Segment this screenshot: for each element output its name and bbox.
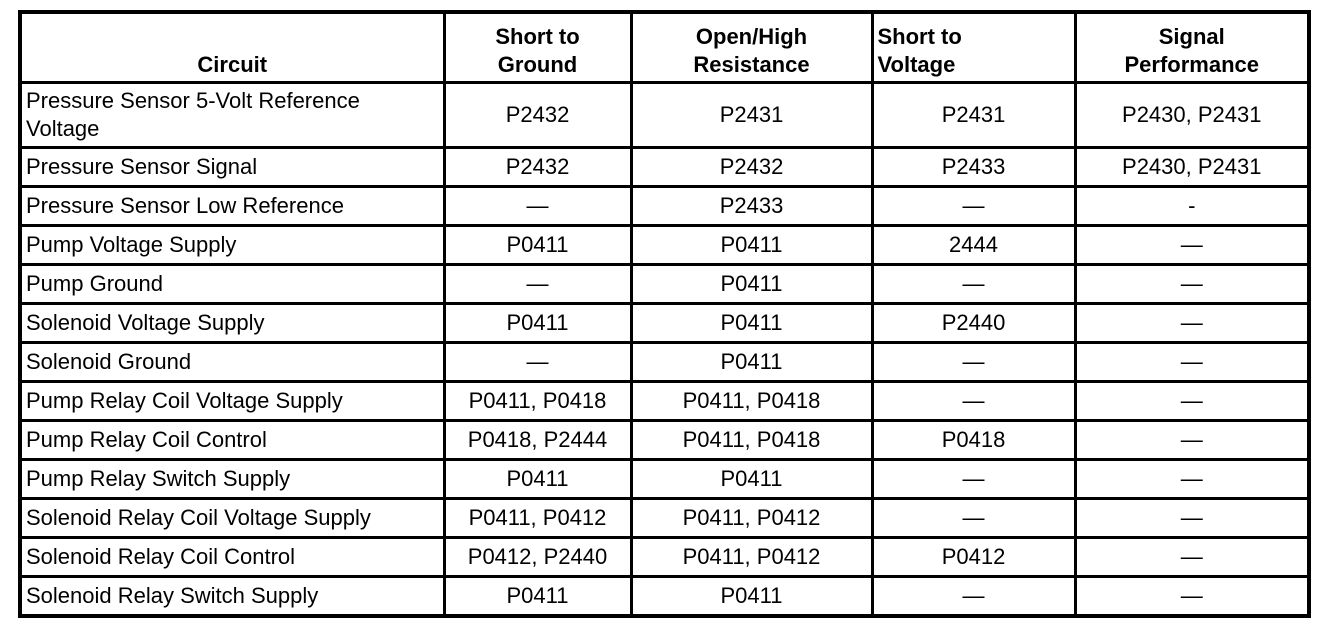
cell-signal-performance: — (1075, 265, 1309, 304)
cell-short-to-voltage: — (872, 265, 1075, 304)
cell-short-to-voltage: — (872, 577, 1075, 617)
cell-circuit (20, 226, 444, 265)
circuit-line: Pump Relay Coil Control (26, 427, 267, 452)
cell-short-to-ground: P2432 (444, 148, 631, 187)
cell-short-to-voltage: P0412 (872, 538, 1075, 577)
table-row (20, 382, 1309, 421)
cell-circuit (20, 460, 444, 499)
table-header (20, 12, 1309, 83)
cell-signal-performance: — (1075, 304, 1309, 343)
header-line: Open/High (695, 24, 808, 49)
cell-open-high-resistance: P0411 (631, 577, 872, 617)
cell-signal-performance: — (1075, 460, 1309, 499)
cell-signal-performance: P2430, P2431 (1075, 148, 1309, 187)
cell-short-to-ground: P0411, P0412 (444, 499, 631, 538)
cell-short-to-ground: P0411 (444, 304, 631, 343)
header-line: Signal (1158, 24, 1225, 49)
circuit-line: Pump Relay Coil Voltage Supply (26, 388, 343, 413)
circuit-line: Solenoid Voltage Supply (26, 310, 265, 335)
cell-short-to-voltage: P2440 (872, 304, 1075, 343)
circuit-line: Pump Voltage Supply (26, 232, 237, 257)
table-row (20, 226, 1309, 265)
cell-short-to-voltage: — (872, 499, 1075, 538)
circuit-line: Pump Ground (26, 271, 163, 296)
cell-signal-performance: — (1075, 343, 1309, 382)
circuit-line: Pressure Sensor Low Reference (26, 193, 344, 218)
cell-short-to-ground: P0418, P2444 (444, 421, 631, 460)
cell-circuit (20, 577, 444, 617)
cell-circuit (20, 148, 444, 187)
cell-open-high-resistance: P0411, P0418 (631, 421, 872, 460)
circuit-line: Pump Relay Switch Supply (26, 466, 291, 491)
cell-open-high-resistance: P0411 (631, 226, 872, 265)
table-row (20, 187, 1309, 226)
table-row (20, 421, 1309, 460)
cell-short-to-ground: P0411 (444, 577, 631, 617)
table-row (20, 577, 1309, 617)
cell-short-to-ground: P2432 (444, 83, 631, 148)
header-line: Voltage (877, 52, 956, 77)
circuit-line: Solenoid Relay Coil Voltage Supply (26, 505, 371, 530)
cell-short-to-voltage: — (872, 187, 1075, 226)
header-line: Short to (877, 24, 962, 49)
table-row (20, 148, 1309, 187)
cell-short-to-ground: P0411, P0418 (444, 382, 631, 421)
cell-short-to-voltage: P0418 (872, 421, 1075, 460)
cell-short-to-voltage: — (872, 343, 1075, 382)
cell-signal-performance: — (1075, 538, 1309, 577)
cell-short-to-ground: — (444, 187, 631, 226)
circuit-dtc-table (18, 10, 1311, 618)
header-open-high-resistance (631, 12, 872, 83)
cell-short-to-voltage: — (872, 382, 1075, 421)
cell-short-to-voltage: 2444 (872, 226, 1075, 265)
header-signal-performance (1075, 12, 1309, 83)
circuit-line: Solenoid Ground (26, 349, 192, 374)
cell-circuit (20, 83, 444, 148)
cell-short-to-voltage: P2433 (872, 148, 1075, 187)
table-row (20, 499, 1309, 538)
cell-signal-performance: — (1075, 226, 1309, 265)
cell-short-to-ground: — (444, 343, 631, 382)
header-line: Short to (495, 24, 580, 49)
cell-circuit (20, 538, 444, 577)
table-row (20, 83, 1309, 148)
cell-short-to-ground: P0412, P2440 (444, 538, 631, 577)
cell-open-high-resistance: P0411, P0412 (631, 538, 872, 577)
header-line: Resistance (693, 52, 810, 77)
circuit-line: Pressure Sensor Signal (26, 154, 258, 179)
cell-open-high-resistance: P0411 (631, 460, 872, 499)
cell-circuit (20, 265, 444, 304)
cell-signal-performance: — (1075, 577, 1309, 617)
header-row (20, 12, 1309, 83)
header-circuit (20, 12, 444, 83)
table-row (20, 265, 1309, 304)
cell-circuit (20, 421, 444, 460)
cell-circuit (20, 304, 444, 343)
circuit-line: Solenoid Relay Switch Supply (26, 583, 319, 608)
document-page (18, 10, 1311, 618)
cell-circuit (20, 343, 444, 382)
table-body (20, 83, 1309, 617)
cell-open-high-resistance: P0411 (631, 265, 872, 304)
cell-short-to-ground: P0411 (444, 226, 631, 265)
cell-signal-performance: — (1075, 421, 1309, 460)
circuit-line: Solenoid Relay Coil Control (26, 544, 296, 569)
cell-open-high-resistance: P0411, P0412 (631, 499, 872, 538)
circuit-line: Voltage (26, 116, 100, 141)
cell-signal-performance: P2430, P2431 (1075, 83, 1309, 148)
cell-short-to-voltage: — (872, 460, 1075, 499)
header-short-to-ground (444, 12, 631, 83)
cell-open-high-resistance: P2432 (631, 148, 872, 187)
table-row (20, 538, 1309, 577)
header-line: Performance (1124, 52, 1259, 77)
header-line: Ground (497, 52, 578, 77)
table-row (20, 304, 1309, 343)
cell-short-to-voltage: P2431 (872, 83, 1075, 148)
table-row (20, 460, 1309, 499)
cell-short-to-ground: P0411 (444, 460, 631, 499)
cell-signal-performance: - (1075, 187, 1309, 226)
cell-open-high-resistance: P0411, P0418 (631, 382, 872, 421)
cell-circuit (20, 187, 444, 226)
cell-open-high-resistance: P2431 (631, 83, 872, 148)
table-row (20, 343, 1309, 382)
header-short-to-voltage (872, 12, 1075, 83)
cell-signal-performance: — (1075, 382, 1309, 421)
cell-open-high-resistance: P0411 (631, 304, 872, 343)
cell-circuit (20, 499, 444, 538)
cell-open-high-resistance: P0411 (631, 343, 872, 382)
circuit-line: Pressure Sensor 5-Volt Reference (26, 88, 360, 113)
cell-open-high-resistance: P2433 (631, 187, 872, 226)
header-line: Circuit (197, 52, 268, 77)
cell-circuit (20, 382, 444, 421)
cell-signal-performance: — (1075, 499, 1309, 538)
cell-short-to-ground: — (444, 265, 631, 304)
